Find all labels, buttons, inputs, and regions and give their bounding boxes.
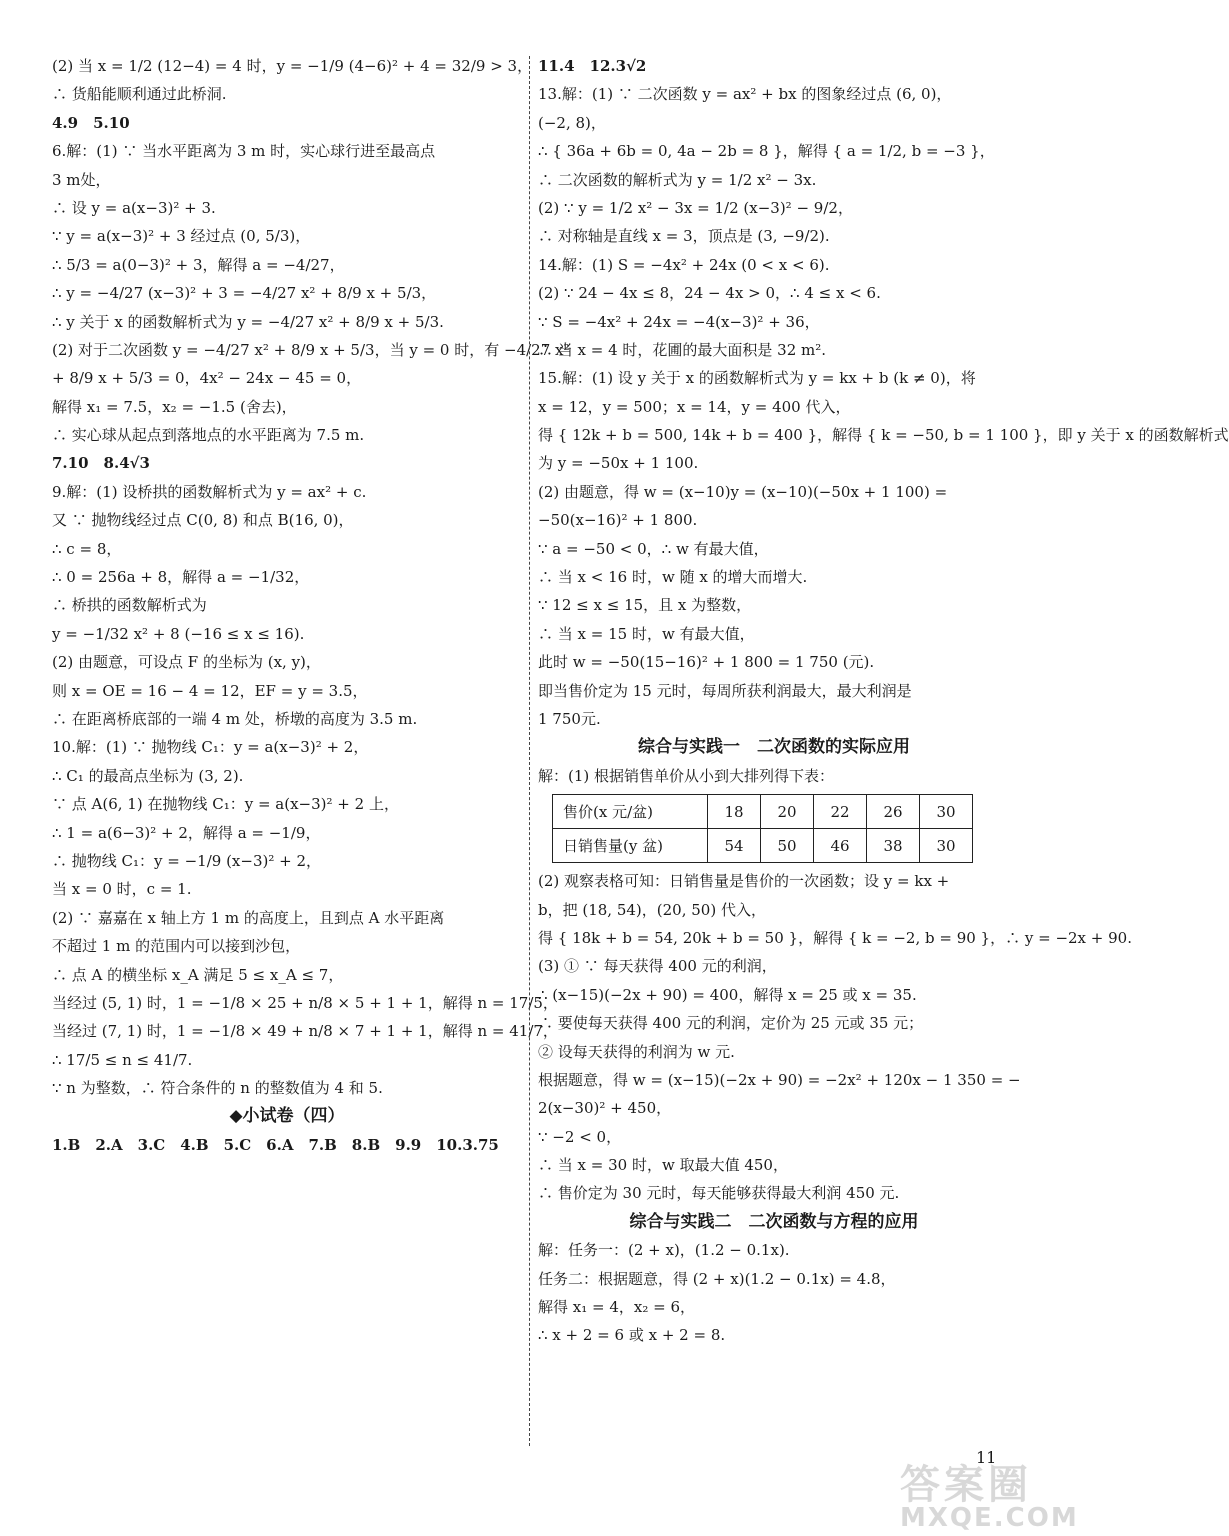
text-line: ∴ 二次函数的解析式为 y = 1/2 x² − 3x. [538, 170, 817, 189]
page-number: 11 [976, 1448, 997, 1467]
answer-line: 11.4 12.3√2 [538, 57, 647, 75]
text-line: ∴ 对称轴是直线 x = 3，顶点是 (3, −9/2). [538, 227, 830, 246]
text-line: 13.解：(1) ∵ 二次函数 y = ax² + bx 的图象经过点 (6, 0)， [538, 85, 952, 104]
column-divider [529, 56, 530, 1446]
watermark-logo [900, 1462, 1079, 1533]
table-cell: 26 [867, 795, 920, 829]
text-line: ∴ (x−15)(−2x + 90) = 400，解得 x = 25 或 x = 35. [538, 985, 917, 1004]
text-line: ∴ 点 A 的横坐标 x_A 满足 5 ≤ x_A ≤ 7， [52, 965, 344, 984]
text-line: b，把 (18, 54)，(20, 50) 代入， [538, 900, 766, 919]
text-line: ∴ y = −4/27 (x−3)² + 3 = −4/27 x² + 8/9 x + 5/3， [52, 284, 437, 303]
text-line: ∴ 0 = 256a + 8，解得 a = −1/32， [52, 568, 310, 587]
text-line: ∴ C₁ 的最高点坐标为 (3, 2). [52, 766, 244, 785]
answer-line: 4.9 5.10 [52, 113, 130, 132]
section-heading: ◆小试卷（四） [229, 1106, 345, 1127]
text-line: 为 y = −50x + 1 100. [538, 454, 699, 473]
right-column [538, 56, 1229, 1354]
text-line: (2) ∵ y = 1/2 x² − 3x = 1/2 (x−3)² − 9/2， [538, 198, 853, 217]
text-line: (2) ∵ 24 − 4x ≤ 8，24 − 4x > 0，∴ 4 ≤ x < 6. [538, 284, 881, 303]
text-line: ∵ a = −50 < 0，∴ w 有最大值， [538, 539, 769, 558]
section-heading: 综合与实践一 二次函数的实际应用 [638, 737, 910, 758]
text-line: ∴ y 关于 x 的函数解析式为 y = −4/27 x² + 8/9 x + 5/3. [52, 312, 444, 331]
text-line: ∴ 货船能顺利通过此桥洞. [52, 85, 227, 104]
text-line: 根据题意，得 w = (x−15)(−2x + 90) = −2x² + 120x − 1 350 = − [538, 1070, 1021, 1089]
table-cell: 20 [761, 795, 814, 829]
answer-line: 1.B 2.A 3.C 4.B 5.C 6.A 7.B 8.B 9.9 10.3.75 [52, 1135, 499, 1154]
text-line: (2) 当 x = 1/2 (12−4) = 4 时，y = −1/9 (4−6)² + 4 = 32/9 > 3， [52, 57, 533, 75]
table-cell: 38 [867, 829, 920, 863]
text-line: 得 { 18k + b = 54, 20k + b = 50 }，解得 { k = −2, b = 90 }，∴ y = −2x + 90. [538, 928, 1132, 947]
table-cell: 54 [708, 829, 761, 863]
text-line: ∵ −2 < 0， [538, 1127, 622, 1146]
text-line: 此时 w = −50(15−16)² + 1 800 = 1 750 (元). [538, 653, 875, 672]
text-line: (2) 对于二次函数 y = −4/27 x² + 8/9 x + 5/3，当 y = 0 时，有 −4/27 x² [52, 340, 570, 359]
text-line: ∴ 当 x = 4 时，花圃的最大面积是 32 m². [538, 340, 827, 359]
text-line: ∴ 售价定为 30 元时，每天能够获得最大利润 450 元. [538, 1184, 900, 1203]
text-line: 任务二：根据题意，得 (2 + x)(1.2 − 0.1x) = 4.8， [538, 1269, 896, 1288]
text-line: 即当售价定为 15 元时，每周所获利润最大，最大利润是 [538, 681, 912, 700]
text-line: 当经过 (5, 1) 时，1 = −1/8 × 25 + n/8 × 5 + 1 + 1，解得 n = 17/5， [52, 993, 558, 1012]
text-line: ∴ 抛物线 C₁：y = −1/9 (x−3)² + 2， [52, 851, 322, 870]
row-header-price: 售价(x 元/盆) [553, 795, 708, 829]
text-line: 又 ∵ 抛物线经过点 C(0, 8) 和点 B(16, 0)， [52, 511, 354, 530]
text-line: y = −1/32 x² + 8 (−16 ≤ x ≤ 16). [52, 624, 305, 643]
text-line: 1 750元. [538, 709, 601, 728]
text-line: −50(x−16)² + 1 800. [538, 511, 698, 530]
table-cell: 50 [761, 829, 814, 863]
text-line: 3 m处， [52, 170, 111, 189]
text-line: ∴ x + 2 = 6 或 x + 2 = 8. [538, 1326, 726, 1345]
text-line: ∴ 当 x < 16 时，w 随 x 的增大而增大. [538, 568, 808, 587]
text-line: ∴ 桥拱的函数解析式为 [52, 596, 207, 615]
text-line: ∴ { 36a + 6b = 0, 4a − 2b = 8 }，解得 { a = 1/2, b = −3 }， [538, 142, 995, 161]
text-line: 解得 x₁ = 7.5，x₂ = −1.5 (舍去)， [52, 397, 297, 416]
text-line: ② 设每天获得的利润为 w 元. [538, 1042, 735, 1061]
text-line: 当经过 (7, 1) 时，1 = −1/8 × 49 + n/8 × 7 + 1 + 1，解得 n = 41/7， [52, 1022, 558, 1041]
table-cell: 46 [814, 829, 867, 863]
text-line: 解：任务一：(2 + x)，(1.2 − 0.1x). [538, 1241, 790, 1260]
text-line: 不超过 1 m 的范围内可以接到沙包， [52, 937, 301, 956]
text-line: ∴ 在距离桥底部的一端 4 m 处，桥墩的高度为 3.5 m. [52, 709, 418, 728]
text-line: (2) 由题意，得 w = (x−10)y = (x−10)(−50x + 1 100) = [538, 482, 948, 501]
text-line: 6.解：(1) ∵ 当水平距离为 3 m 时，实心球行进至最高点 [52, 142, 436, 161]
text-line: 解：(1) 根据销售单价从小到大排列得下表： [538, 766, 835, 785]
text-line: (3) ① ∵ 每天获得 400 元的利润， [538, 957, 777, 976]
section-heading: 综合与实践二 二次函数与方程的应用 [629, 1211, 919, 1232]
text-line: 9.解：(1) 设桥拱的函数解析式为 y = ax² + c. [52, 482, 367, 501]
text-line: ∴ 当 x = 15 时，w 有最大值， [538, 624, 755, 643]
row-header-sales: 日销售量(y 盆) [553, 829, 708, 863]
text-line: ∴ 1 = a(6−3)² + 2，解得 a = −1/9， [52, 823, 321, 842]
text-line: (2) 由题意，可设点 F 的坐标为 (x, y)， [52, 653, 321, 672]
table-row [553, 795, 973, 829]
table-row [553, 829, 973, 863]
text-line: ∵ 12 ≤ x ≤ 15，且 x 为整数， [538, 596, 752, 615]
table-cell: 30 [920, 829, 973, 863]
text-line: ∵ y = a(x−3)² + 3 经过点 (0, 5/3)， [52, 227, 311, 246]
text-line: ∴ 5/3 = a(0−3)² + 3，解得 a = −4/27， [52, 255, 345, 274]
text-line: 解得 x₁ = 4，x₂ = 6， [538, 1298, 696, 1317]
table-cell: 18 [708, 795, 761, 829]
text-line: ∴ 要使每天获得 400 元的利润，定价为 25 元或 35 元； [538, 1014, 924, 1033]
text-line: (2) ∵ 嘉嘉在 x 轴上方 1 m 的高度上，且到点 A 水平距离 [52, 908, 445, 927]
text-line: (2) 观察表格可知：日销售量是售价的一次函数；设 y = kx + [538, 872, 950, 891]
price-sales-table [552, 794, 973, 863]
text-line: 则 x = OE = 16 − 4 = 12，EF = y = 3.5， [52, 681, 368, 700]
watermark-url: MXQE.COM [900, 1503, 1079, 1533]
text-line: 14.解：(1) S = −4x² + 24x (0 < x < 6). [538, 255, 830, 274]
text-line: ∵ 点 A(6, 1) 在抛物线 C₁：y = a(x−3)² + 2 上， [52, 795, 399, 814]
text-line: ∴ 17/5 ≤ n ≤ 41/7. [52, 1050, 193, 1069]
text-line: ∵ S = −4x² + 24x = −4(x−3)² + 36， [538, 312, 820, 331]
text-line: 当 x = 0 时，c = 1. [52, 880, 192, 899]
text-line: 2(x−30)² + 450， [538, 1099, 672, 1118]
table-cell: 30 [920, 795, 973, 829]
text-line: ∴ 当 x = 30 时，w 取最大值 450， [538, 1156, 788, 1175]
text-line: x = 12，y = 500；x = 14，y = 400 代入， [538, 397, 851, 416]
text-line: 15.解：(1) 设 y 关于 x 的函数解析式为 y = kx + b (k ≠ 0)，将 [538, 369, 976, 388]
text-line: ∴ 设 y = a(x−3)² + 3. [52, 198, 216, 217]
text-line: ∵ n 为整数，∴ 符合条件的 n 的整数值为 4 和 5. [52, 1079, 383, 1098]
table-cell: 22 [814, 795, 867, 829]
text-line: 10.解：(1) ∵ 抛物线 C₁：y = a(x−3)² + 2， [52, 738, 369, 757]
watermark-text: 答案圈 [900, 1462, 1032, 1508]
text-line: (−2, 8)， [538, 113, 606, 132]
answer-line: 7.10 8.4√3 [52, 454, 150, 473]
text-line: + 8/9 x + 5/3 = 0，4x² − 24x − 45 = 0， [52, 369, 362, 388]
text-line: ∴ c = 8， [52, 539, 122, 558]
text-line: ∴ 实心球从起点到落地点的水平距离为 7.5 m. [52, 426, 365, 445]
text-line: 得 { 12k + b = 500, 14k + b = 400 }，解得 { k = −50, b = 1 100 }，即 y 关于 x 的函数解析式 [538, 426, 1229, 445]
